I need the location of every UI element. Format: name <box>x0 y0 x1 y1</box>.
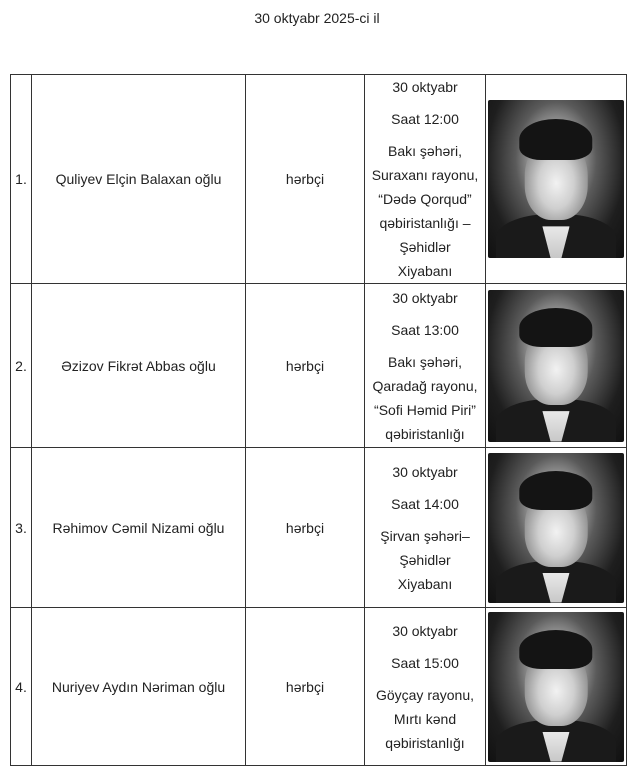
place-line: Bakı şəhəri, <box>388 353 462 370</box>
place-line: Şəhidlər <box>399 551 451 568</box>
ceremony-info <box>365 75 486 284</box>
row-number: 3. <box>11 448 32 608</box>
place-line: Şəhidlər <box>399 239 451 255</box>
ceremony-info <box>365 608 486 766</box>
portrait-photo-icon <box>488 100 624 258</box>
ceremony-time: Saat 14:00 <box>391 495 459 512</box>
place-line: Xiyabanı <box>397 575 453 592</box>
photo-cell <box>486 75 627 284</box>
person-role: hərbçi <box>246 608 365 766</box>
table-row <box>11 75 627 284</box>
portrait-photo-icon <box>488 453 624 603</box>
place-line: Xiyabanı <box>397 263 453 279</box>
place-line: Qaradağ rayonu, <box>372 377 478 394</box>
table-row <box>11 284 627 448</box>
place-line: qəbiristanlığı – <box>379 215 471 231</box>
ceremony-date: 30 oktyabr <box>392 622 458 639</box>
table-row <box>11 608 627 766</box>
place-line: Göyçay rayonu, <box>375 686 475 703</box>
ceremony-time: Saat 12:00 <box>391 111 459 127</box>
person-role: hərbçi <box>246 75 365 284</box>
place-line: Şirvan şəhəri– <box>380 527 470 544</box>
date-heading: 30 oktyabr 2025-ci il <box>254 10 380 26</box>
row-number: 2. <box>11 284 32 448</box>
ceremony-date: 30 oktyabr <box>392 463 458 480</box>
person-name: Nuriyev Aydın Nəriman oğlu <box>32 608 246 766</box>
person-role: hərbçi <box>246 284 365 448</box>
place-line: Suraxanı rayonu, <box>371 167 479 183</box>
table-row <box>11 448 627 608</box>
place-line: Mırtı kənd <box>393 710 457 727</box>
portrait-photo-icon <box>488 290 624 442</box>
ceremony-time: Saat 15:00 <box>391 654 459 671</box>
ceremony-date: 30 oktyabr <box>392 79 458 95</box>
ceremony-time: Saat 13:00 <box>391 321 459 338</box>
photo-cell <box>486 284 627 448</box>
person-name: Rəhimov Cəmil Nizami oğlu <box>32 448 246 608</box>
person-name: Quliyev Elçin Balaxan oğlu <box>32 75 246 284</box>
place-line: qəbiristanlığı <box>385 734 465 751</box>
portrait-photo-icon <box>488 612 624 762</box>
place-line: Bakı şəhəri, <box>388 143 462 159</box>
photo-cell <box>486 448 627 608</box>
row-number: 4. <box>11 608 32 766</box>
photo-cell <box>486 608 627 766</box>
person-name: Əzizov Fikrət Abbas oğlu <box>32 284 246 448</box>
row-number: 1. <box>11 75 32 284</box>
place-line: “Dədə Qorqud” <box>378 191 472 207</box>
ceremony-info <box>365 284 486 448</box>
place-line: qəbiristanlığı <box>385 425 465 442</box>
ceremony-info <box>365 448 486 608</box>
person-role: hərbçi <box>246 448 365 608</box>
memorial-table <box>10 74 627 766</box>
place-line: “Sofi Həmid Piri” <box>374 401 476 418</box>
ceremony-date: 30 oktyabr <box>392 289 458 306</box>
